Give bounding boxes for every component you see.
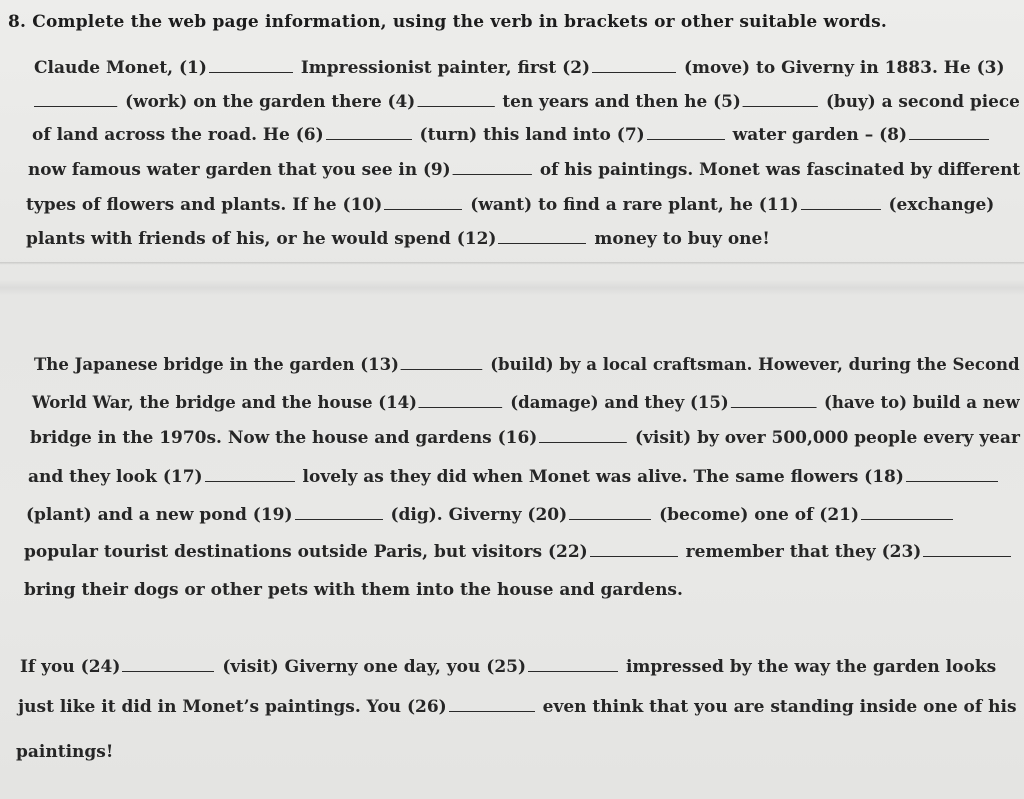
text: (visit) by over 500,000 people every year xyxy=(635,428,1020,448)
text: lovely as they did when Monet was alive. The same flowers (18) xyxy=(302,467,904,487)
p1-line-5 xyxy=(26,195,994,215)
blank-25[interactable] xyxy=(528,659,618,672)
text: of his paintings. Monet was fascinated by different xyxy=(539,160,1021,180)
blank-8[interactable] xyxy=(909,127,989,140)
exercise-title: 8. Complete the web page information, using the verb in brackets or other suitable words. xyxy=(8,12,888,32)
blank-26[interactable] xyxy=(449,699,535,712)
p2-line-2 xyxy=(32,393,1020,413)
text: and they look (17) xyxy=(28,467,203,487)
text: World War, the bridge and the house (14) xyxy=(32,393,417,413)
p3-line-3 xyxy=(16,742,113,762)
blank-6[interactable] xyxy=(326,127,412,140)
text: now famous water garden that you see in (9) xyxy=(28,160,451,180)
p2-line-5 xyxy=(26,505,955,525)
text: paintings! xyxy=(16,742,114,762)
blank-7[interactable] xyxy=(647,127,725,140)
blank-19[interactable] xyxy=(295,507,383,520)
text: even think that you are standing inside one of his xyxy=(542,697,1017,717)
blank-13[interactable] xyxy=(401,357,483,370)
blank-11[interactable] xyxy=(801,197,881,210)
text: (become) one of (21) xyxy=(659,505,860,525)
text: (buy) a second piece xyxy=(825,92,1020,112)
blank-9[interactable] xyxy=(453,162,532,175)
p1-line-3 xyxy=(32,125,991,145)
text: (have to) build a new xyxy=(824,393,1020,413)
text: popular tourist destinations outside Paris, but visitors (22) xyxy=(24,542,588,562)
text: water garden – (8) xyxy=(732,125,908,145)
text: just like it did in Monet’s paintings. You (26) xyxy=(18,697,447,717)
blank-12[interactable] xyxy=(498,231,586,244)
blank-20[interactable] xyxy=(569,507,651,520)
text: Claude Monet, (1) xyxy=(34,58,207,78)
p2-line-3 xyxy=(30,428,1020,448)
blank-10[interactable] xyxy=(384,197,462,210)
blank-18[interactable] xyxy=(906,469,998,482)
text: (work) on the garden there (4) xyxy=(125,92,416,112)
p1-line-6 xyxy=(26,229,770,249)
text: remember that they (23) xyxy=(685,542,922,562)
text: (turn) this land into (7) xyxy=(419,125,645,145)
text: Impressionist painter, first (2) xyxy=(300,58,591,78)
text: of land across the road. He (6) xyxy=(32,125,324,145)
blank-2[interactable] xyxy=(592,60,676,73)
blank-4[interactable] xyxy=(417,94,494,107)
text: (want) to find a rare plant, he (11) xyxy=(470,195,799,215)
blank-16[interactable] xyxy=(539,430,627,443)
blank-14[interactable] xyxy=(419,395,503,408)
text: (move) to Giverny in 1883. He (3) xyxy=(683,58,1005,78)
p2-line-7 xyxy=(24,580,683,600)
text: (dig). Giverny (20) xyxy=(390,505,568,525)
blank-1[interactable] xyxy=(209,60,293,73)
p1-line-2 xyxy=(34,92,1020,112)
text: types of flowers and plants. If he (10) xyxy=(26,195,383,215)
blank-5[interactable] xyxy=(743,94,818,107)
text: impressed by the way the garden looks xyxy=(625,657,997,677)
blank-17[interactable] xyxy=(205,469,295,482)
text: (exchange) xyxy=(888,195,995,215)
p1-line-4 xyxy=(28,160,1020,180)
text: (visit) Giverny one day, you (25) xyxy=(222,657,527,677)
blank-3[interactable] xyxy=(34,94,117,107)
p3-line-1 xyxy=(20,657,996,677)
text: bridge in the 1970s. Now the house and gardens (16) xyxy=(30,428,538,448)
text: bring their dogs or other pets with them into the house and gardens. xyxy=(24,580,683,600)
text: plants with friends of his, or he would spend (12) xyxy=(26,229,497,249)
text: ten years and then he (5) xyxy=(502,92,741,112)
p2-line-1 xyxy=(34,355,1020,375)
p2-line-4 xyxy=(28,467,1000,487)
blank-21[interactable] xyxy=(861,507,953,520)
paper-fold-line xyxy=(0,262,1024,265)
text: (build) by a local craftsman. However, during the Second xyxy=(490,355,1020,375)
blank-23[interactable] xyxy=(923,544,1011,557)
blank-22[interactable] xyxy=(590,544,678,557)
blank-24[interactable] xyxy=(122,659,214,672)
p1-line-1 xyxy=(34,58,1005,78)
text: If you (24) xyxy=(20,657,121,677)
p3-line-2 xyxy=(18,697,1017,717)
text: (plant) and a new pond (19) xyxy=(26,505,293,525)
p2-line-6 xyxy=(24,542,1013,562)
text: (damage) and they (15) xyxy=(510,393,729,413)
blank-15[interactable] xyxy=(731,395,817,408)
text: money to buy one! xyxy=(594,229,770,249)
text: The Japanese bridge in the garden (13) xyxy=(34,355,399,375)
